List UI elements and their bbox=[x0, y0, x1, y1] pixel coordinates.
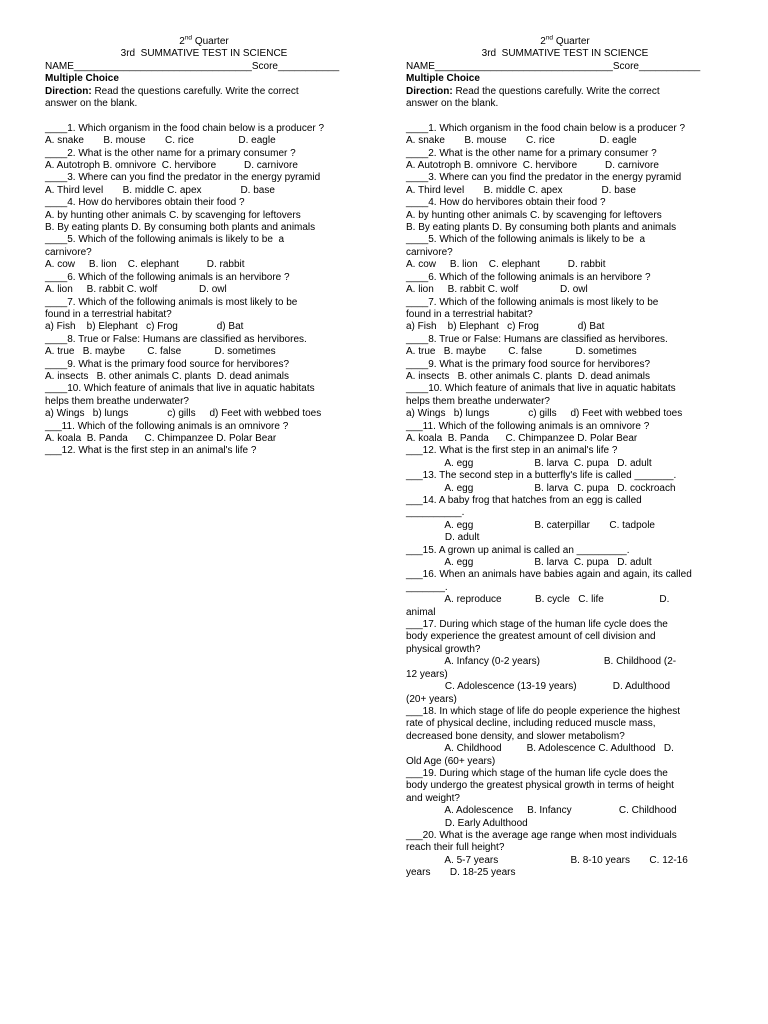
question-line: a) Fish b) Elephant c) Frog d) Bat bbox=[406, 321, 605, 333]
question-line: A. cow B. lion C. elephant D. rabbit bbox=[406, 259, 606, 271]
question-line: A. egg B. caterpillar C. tadpole bbox=[406, 519, 655, 531]
question-line: rate of physical decline, including reduced muscle mass, bbox=[406, 718, 656, 730]
question-line: helps them breathe underwater? bbox=[406, 395, 550, 407]
question-line: ____3. Where can you find the predator in the energy pyramid bbox=[45, 172, 321, 184]
question-line: A. Autotroph B. omnivore C. hervibore D. carnivore bbox=[45, 160, 298, 172]
question-line: ____2. What is the other name for a primary consumer ? bbox=[406, 147, 657, 159]
direction-continued: answer on the blank. bbox=[45, 98, 138, 110]
question-line: ____9. What is the primary food source for hervibores? bbox=[406, 358, 651, 370]
question-line: animal bbox=[406, 606, 436, 618]
question-line: A. true B. maybe C. false D. sometimes bbox=[406, 346, 637, 358]
question-line: Old Age (60+ years) bbox=[406, 755, 496, 767]
question-line: ____8. True or False: Humans are classified as hervibores. bbox=[45, 333, 307, 345]
section-title: Multiple Choice bbox=[406, 73, 480, 85]
question-line: ____7. Which of the following animals is most likely to be bbox=[406, 296, 659, 308]
question-line: ____1. Which organism in the food chain below is a producer ? bbox=[406, 122, 686, 134]
question-list bbox=[406, 123, 724, 880]
question-line: ____2. What is the other name for a primary consumer ? bbox=[45, 147, 296, 159]
question-line: A. by hunting other animals C. by scavenging for leftovers bbox=[45, 209, 301, 221]
question-line: and weight? bbox=[406, 792, 460, 804]
question-line: ____6. Which of the following animals is an hervibore ? bbox=[45, 271, 290, 283]
question-line: (20+ years) bbox=[406, 693, 457, 705]
direction-continued: answer on the blank. bbox=[406, 98, 499, 110]
question-line: A. cow B. lion C. elephant D. rabbit bbox=[45, 259, 245, 271]
test-title: 3rd SUMMATIVE TEST IN SCIENCE bbox=[481, 48, 649, 60]
question-line: A. Adolescence B. Infancy C. Childhood bbox=[406, 805, 677, 817]
question-line: A. egg B. larva C. pupa D. adult bbox=[406, 457, 652, 469]
direction: Direction: Read the questions carefully. Write the correct bbox=[45, 85, 299, 97]
question-line: A. by hunting other animals C. by scavenging for leftovers bbox=[406, 209, 662, 221]
question-line: carnivore? bbox=[406, 246, 453, 258]
section-title: Multiple Choice bbox=[45, 73, 119, 85]
question-line: A. Autotroph B. omnivore C. hervibore D. carnivore bbox=[406, 160, 659, 172]
question-line: A. egg B. larva C. pupa D. adult bbox=[406, 557, 652, 569]
question-line: _______. bbox=[406, 581, 448, 593]
question-line: A. koala B. Panda C. Chimpanzee D. Polar Bear bbox=[406, 432, 638, 444]
question-line: ____1. Which organism in the food chain below is a producer ? bbox=[45, 122, 325, 134]
question-list bbox=[45, 123, 363, 458]
name-score-line: NAME________________________________Score___________ bbox=[406, 60, 701, 72]
question-line: ____7. Which of the following animals is most likely to be bbox=[45, 296, 298, 308]
question-line: ____8. True or False: Humans are classified as hervibores. bbox=[406, 333, 668, 345]
question-line: B. By eating plants D. By consuming both plants and animals bbox=[406, 222, 677, 234]
question-line: ___15. A grown up animal is called an _________. bbox=[406, 544, 630, 556]
question-line: __________. bbox=[406, 507, 465, 519]
question-line: A. lion B. rabbit C. wolf D. owl bbox=[45, 284, 227, 296]
question-line: 12 years) bbox=[406, 668, 448, 680]
question-line: A. snake B. mouse C. rice D. eagle bbox=[45, 135, 276, 147]
question-line: ___19. During which stage of the human life cycle does the bbox=[406, 767, 668, 779]
question-line: years D. 18-25 years bbox=[406, 867, 516, 879]
question-line: B. By eating plants D. By consuming both plants and animals bbox=[45, 222, 316, 234]
question-line: A. snake B. mouse C. rice D. eagle bbox=[406, 135, 637, 147]
question-line: ____10. Which feature of animals that live in aquatic habitats bbox=[406, 383, 676, 395]
question-line: ____5. Which of the following animals is likely to be a bbox=[406, 234, 646, 246]
question-line: A. reproduce B. cycle C. life D. bbox=[406, 594, 670, 606]
question-line: a) Wings b) lungs c) gills d) Feet with webbed toes bbox=[45, 408, 322, 420]
name-score-line: NAME________________________________Score___________ bbox=[45, 60, 340, 72]
question-line: A. Infancy (0-2 years) B. Childhood (2- bbox=[406, 656, 677, 668]
test-title: 3rd SUMMATIVE TEST IN SCIENCE bbox=[120, 48, 288, 60]
question-line: ____6. Which of the following animals is an hervibore ? bbox=[406, 271, 651, 283]
question-line: ___18. In which stage of life do people experience the highest bbox=[406, 705, 681, 717]
test-sheet-left bbox=[45, 36, 363, 458]
question-line: D. adult bbox=[406, 532, 480, 544]
question-line: ___16. When an animals have babies again and again, its called bbox=[406, 569, 692, 581]
question-line: A. true B. maybe C. false D. sometimes bbox=[45, 346, 276, 358]
direction: Direction: Read the questions carefully. Write the correct bbox=[406, 85, 660, 97]
question-line: a) Fish b) Elephant c) Frog d) Bat bbox=[45, 321, 244, 333]
question-line: A. insects B. other animals C. plants D. dead animals bbox=[406, 370, 650, 382]
question-line: A. egg B. larva C. pupa D. cockroach bbox=[406, 482, 676, 494]
question-line: decreased bone density, and slower metabolism? bbox=[406, 730, 625, 742]
question-line: A. lion B. rabbit C. wolf D. owl bbox=[406, 284, 588, 296]
question-line: reach their full height? bbox=[406, 842, 505, 854]
question-line: A. insects B. other animals C. plants D. dead animals bbox=[45, 370, 289, 382]
quarter-heading: 2nd Quarter bbox=[540, 34, 590, 47]
question-line: C. Adolescence (13-19 years) D. Adulthood bbox=[406, 681, 671, 693]
quarter-heading: 2nd Quarter bbox=[179, 34, 229, 47]
question-line: A. Third level B. middle C. apex D. base bbox=[406, 184, 636, 196]
question-line: A. koala B. Panda C. Chimpanzee D. Polar Bear bbox=[45, 432, 277, 444]
question-line: ___17. During which stage of the human life cycle does the bbox=[406, 619, 668, 631]
test-sheet-right bbox=[406, 36, 724, 880]
question-line: D. Early Adulthood bbox=[406, 817, 528, 829]
question-line: ___11. Which of the following animals is an omnivore ? bbox=[406, 420, 650, 432]
question-line: found in a terrestrial habitat? bbox=[406, 308, 533, 320]
question-line: A. Third level B. middle C. apex D. base bbox=[45, 184, 275, 196]
question-line: ___11. Which of the following animals is an omnivore ? bbox=[45, 420, 289, 432]
question-line: A. 5-7 years B. 8-10 years C. 12-16 bbox=[406, 854, 688, 866]
question-line: ____3. Where can you find the predator in the energy pyramid bbox=[406, 172, 682, 184]
question-line: ____9. What is the primary food source for hervibores? bbox=[45, 358, 290, 370]
question-line: ____10. Which feature of animals that live in aquatic habitats bbox=[45, 383, 315, 395]
question-line: a) Wings b) lungs c) gills d) Feet with webbed toes bbox=[406, 408, 683, 420]
question-line: physical growth? bbox=[406, 643, 481, 655]
question-line: found in a terrestrial habitat? bbox=[45, 308, 172, 320]
question-line: ____4. How do hervibores obtain their food ? bbox=[406, 197, 606, 209]
question-line: carnivore? bbox=[45, 246, 92, 258]
question-line: A. Childhood B. Adolescence C. Adulthood D. bbox=[406, 743, 674, 755]
question-line: ___20. What is the average age range when most individuals bbox=[406, 829, 677, 841]
question-line: ___12. What is the first step in an animal's life ? bbox=[45, 445, 257, 457]
question-line: ___14. A baby frog that hatches from an egg is called bbox=[406, 495, 642, 507]
question-line: ___12. What is the first step in an animal's life ? bbox=[406, 445, 618, 457]
question-line: body experience the greatest amount of cell division and bbox=[406, 631, 656, 643]
question-line: ____4. How do hervibores obtain their food ? bbox=[45, 197, 245, 209]
question-line: ____5. Which of the following animals is likely to be a bbox=[45, 234, 285, 246]
question-line: body undergo the greatest physical growth in terms of height bbox=[406, 780, 674, 792]
question-line: ___13. The second step in a butterfly's life is called _______. bbox=[406, 470, 677, 482]
question-line: helps them breathe underwater? bbox=[45, 395, 189, 407]
